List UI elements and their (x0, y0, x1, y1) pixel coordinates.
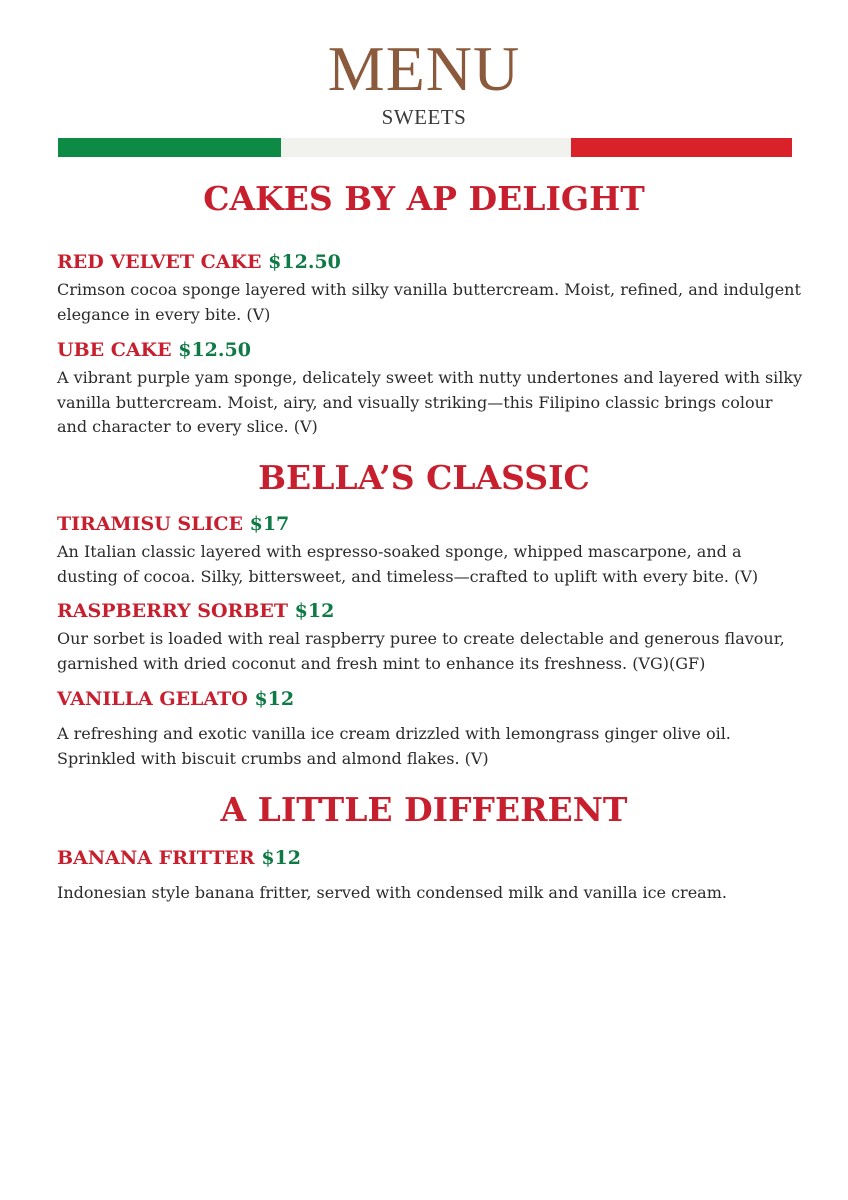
menu-subtitle: SWEETS (381, 105, 467, 129)
item-price: $12 (254, 688, 295, 710)
menu-item-tiramisu-slice (57, 512, 289, 536)
item-description: Indonesian style banana fritter, served with condensed milk and vanilla ice cream. (57, 883, 727, 902)
item-price: $12 (261, 847, 301, 869)
item-price: $12 (294, 600, 335, 622)
item-price: $12.50 (178, 339, 251, 361)
flag-stripe-green (58, 138, 281, 157)
item-name: RASPBERRY SORBET (57, 600, 288, 622)
menu-title: MENU (327, 33, 521, 104)
item-price: $17 (249, 513, 290, 535)
section-title-bellas-classic: BELLA’S CLASSIC (258, 458, 590, 497)
item-name: BANANA FRITTER (57, 847, 255, 869)
item-name: TIRAMISU SLICE (57, 513, 243, 535)
item-description: A refreshing and exotic vanilla ice cream drizzled with lemongrass ginger olive oil. Sprinkled with biscuit crumbs and almond flakes. (V) (57, 724, 731, 768)
menu-item-banana-fritter (57, 846, 301, 870)
item-description: Our sorbet is loaded with real raspberry puree to create delectable and generous flavour, garnished with dried coconut and fresh mint to enhance its freshness. (VG)(GF) (57, 629, 785, 673)
flag-stripe-red (571, 138, 792, 157)
section-title-cakes: CAKES BY AP DELIGHT (203, 179, 645, 218)
item-name: UBE CAKE (57, 339, 172, 361)
item-description: A vibrant purple yam sponge, delicately sweet with nutty undertones and layered with silky vanilla buttercream. Moist, airy, and visually striking—this Filipino classic brings colour and character to every slice. (V) (57, 368, 803, 436)
item-description: Crimson cocoa sponge layered with silky vanilla buttercream. Moist, refined, and indulgent elegance in every bite. (V) (57, 280, 801, 324)
menu-item-vanilla-gelato (57, 687, 294, 711)
flag-stripe-white (281, 138, 571, 157)
item-name: VANILLA GELATO (57, 688, 248, 710)
item-description: An Italian classic layered with espresso-soaked sponge, whipped mascarpone, and a dusting of cocoa. Silky, bittersweet, and timeless—crafted to uplift with every bite. (V) (57, 542, 759, 586)
menu-item-red-velvet-cake (57, 250, 341, 274)
item-name: RED VELVET CAKE (57, 251, 262, 273)
menu-item-raspberry-sorbet (57, 599, 334, 623)
menu-item-ube-cake (57, 338, 251, 362)
item-price: $12.50 (268, 251, 341, 273)
section-title-a-little-different: A LITTLE DIFFERENT (220, 790, 628, 829)
